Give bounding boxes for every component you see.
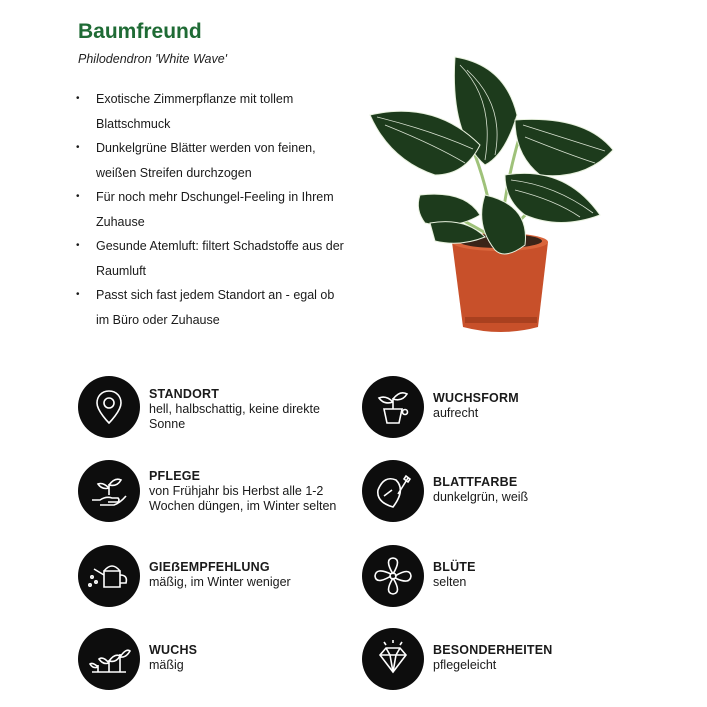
potted-plant-icon [362, 376, 424, 438]
feature-standort [78, 376, 368, 440]
diamond-icon [362, 628, 424, 690]
bullet-item: • Exotische Zimmerpflanze mit tollem Blattschmuck [76, 87, 348, 136]
sprouts-icon [78, 628, 140, 690]
feature-value: von Frühjahr bis Herbst alle 1-2 Wochen düngen, im Winter selten [149, 484, 337, 513]
feature-value: mäßig [149, 658, 184, 672]
feature-label: STANDORT [149, 387, 220, 401]
bullet-item: • Passt sich fast jedem Standort an - egal ob im Büro oder Zuhause [76, 283, 348, 332]
brand-title: Baumfreund [78, 20, 202, 43]
watering-can-icon [78, 545, 140, 607]
feature-label: WUCHS [149, 643, 198, 657]
feature-pflege [78, 460, 368, 524]
feature-wuchs [78, 628, 368, 692]
feature-bullet-list [76, 87, 348, 332]
feature-besonderheiten [362, 628, 652, 692]
feature-label: BLÜTE [433, 560, 476, 574]
flower-icon [362, 545, 424, 607]
bullet-item: • Gesunde Atemluft: filtert Schadstoffe aus der Raumluft [76, 234, 348, 283]
feature-value: aufrecht [433, 406, 479, 420]
feature-label: BLATTFARBE [433, 475, 518, 489]
bullet-item: • Für noch mehr Dschungel-Feeling in Ihrem Zuhause [76, 185, 348, 234]
leaf-brush-icon [362, 460, 424, 522]
location-pin-icon [78, 376, 140, 438]
feature-value: pflegeleicht [433, 658, 497, 672]
plant-photo [355, 45, 645, 345]
feature-label: BESONDERHEITEN [433, 643, 553, 657]
product-name: Philodendron 'White Wave' [78, 52, 228, 66]
feature-value: hell, halbschattig, keine direkte Sonne [149, 402, 320, 431]
feature-label: GIEẞEMPFEHLUNG [149, 560, 270, 574]
feature-blattfarbe [362, 460, 652, 524]
feature-bluete [362, 545, 652, 609]
feature-value: dunkelgrün, weiß [433, 490, 529, 504]
feature-wuchsform [362, 376, 652, 440]
hand-sprout-icon [78, 460, 140, 522]
feature-label: PFLEGE [149, 469, 201, 483]
bullet-item: • Dunkelgrüne Blätter werden von feinen, weißen Streifen durchzogen [76, 136, 348, 185]
feature-giessempfehlung [78, 545, 368, 609]
feature-value: mäßig, im Winter weniger [149, 575, 291, 589]
feature-value: selten [433, 575, 467, 589]
feature-label: WUCHSFORM [433, 391, 519, 405]
